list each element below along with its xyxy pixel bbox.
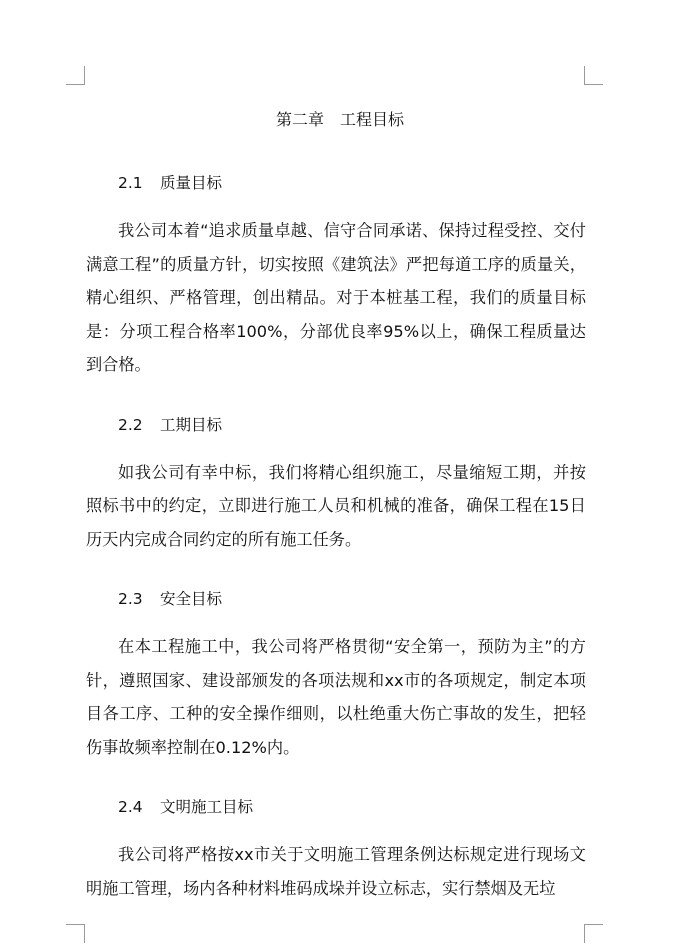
section-heading xyxy=(86,793,586,821)
page-corner-mark-top-right xyxy=(584,66,603,85)
section-paragraph: 在本工程施工中，我公司将严格贯彻“安全第一，预防为主”的方针，遵照国家、建设部颁发的各项法规和xx市的各项规定，制定本项目各工序、工种的安全操作细则，以杜绝重大伤亡事故的发生，把轻伤事故频率控制在0.12%内。 xyxy=(86,637,586,757)
page-corner-mark-top-left xyxy=(66,66,85,85)
page-corner-mark-bottom-left xyxy=(66,924,85,943)
section-title: 工期目标 xyxy=(160,415,223,434)
section-number: 2.3 xyxy=(118,590,143,608)
section-number: 2.1 xyxy=(118,174,143,192)
section-number: 2.4 xyxy=(118,798,143,816)
section-heading xyxy=(86,411,586,439)
chapter-title: 第二章 工程目标 xyxy=(275,110,404,129)
section-paragraph: 我公司本着“追求质量卓越、信守合同承诺、保持过程受控、交付满意工程”的质量方针，切实按照《建筑法》严把每道工序的质量关，精心组织、严格管理，创出精品。对于本桩基工程，我们的质量目标是：分项工程合格率100%，分部优良率95%以上，确保工程质量达到合格。 xyxy=(86,221,586,374)
section-schedule xyxy=(86,411,586,557)
section-title: 质量目标 xyxy=(160,174,223,192)
section-quality xyxy=(86,169,586,382)
section-heading xyxy=(86,585,586,613)
document-page xyxy=(86,100,586,905)
page-corner-mark-bottom-right xyxy=(584,924,603,943)
section-title: 文明施工目标 xyxy=(160,798,254,816)
section-heading xyxy=(86,169,586,197)
section-paragraph: 我公司将严格按xx市关于文明施工管理条例达标规定进行现场文明施工管理，场内各种材料堆码成垛并设立标志，实行禁烟及无垃 xyxy=(86,845,586,898)
section-paragraph: 如我公司有幸中标，我们将精心组织施工，尽量缩短工期，并按照标书中的约定，立即进行施工人员和机械的准备，确保工程在15日历天内完成合同约定的所有施工任务。 xyxy=(86,462,586,549)
section-number: 2.2 xyxy=(118,415,143,434)
section-title: 安全目标 xyxy=(160,590,223,608)
section-civilized-construction xyxy=(86,793,586,905)
section-safety xyxy=(86,585,586,764)
